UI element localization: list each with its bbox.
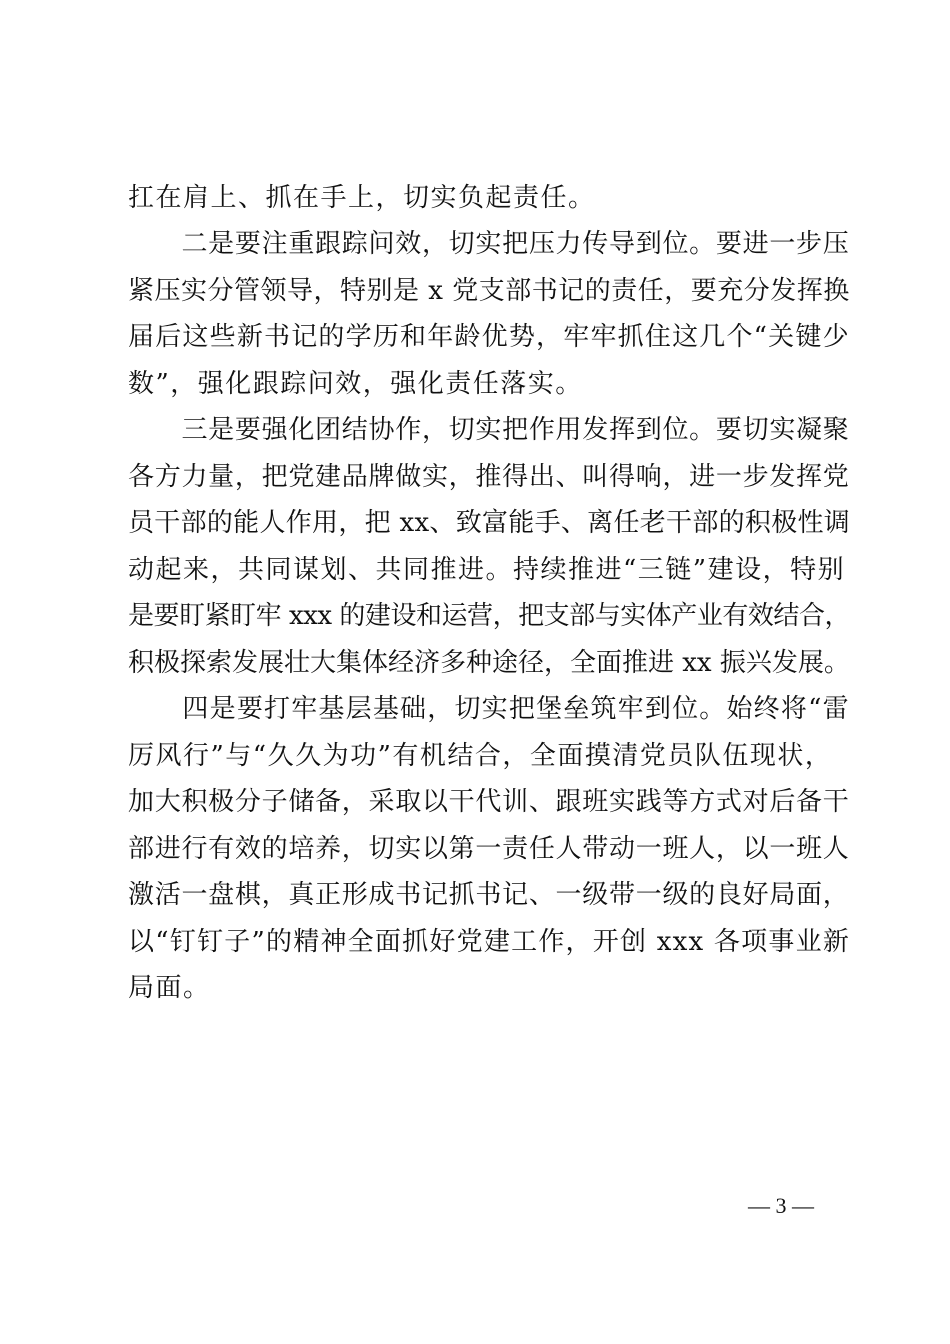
text-line-9: 动起来，共同谋划、共同推进。持续推进“三链”建设，特别 [128, 555, 846, 585]
text-line-18: 局面。 [128, 973, 211, 1003]
text-line-1: 扛在肩上、抓在手上，切实负起责任。 [128, 183, 596, 213]
text-line-7: 各方力量，把党建品牌做实，推得出、叫得响，进一步发挥党 [128, 462, 850, 492]
text-line-17: 以“钉钉子”的精神全面抓好党建工作，开创 xxx 各项事业新 [128, 927, 851, 957]
page-number: — 3 — [748, 1193, 814, 1218]
text-line-11: 积极探索发展壮大集体经济多种途径，全面推进 xx 振兴发展。 [128, 648, 850, 678]
text-line-5: 数”，强化跟踪问效，强化责任落实。 [128, 369, 583, 399]
text-line-15: 部进行有效的培养，切实以第一责任人带动一班人，以一班人 [128, 834, 850, 864]
text-line-10: 是要盯紧盯牢 xxx 的建设和运营，把支部与实体产业有效结合， [128, 601, 851, 631]
text-line-13: 厉风行”与“久久为功”有机结合，全面摸清党员队伍现状， [128, 741, 833, 771]
text-line-16: 激活一盘棋，真正形成书记抓书记、一级带一级的良好局面， [128, 880, 850, 910]
text-line-3: 紧压实分管领导，特别是 x 党支部书记的责任，要充分发挥换 [128, 276, 850, 306]
text-line-6: 三是要强化团结协作，切实把作用发挥到位。要切实凝聚 [128, 415, 850, 445]
text-line-8: 员干部的能人作用，把 xx、致富能手、离任老干部的积极性调 [128, 508, 851, 538]
text-line-2: 二是要注重跟踪问效，切实把压力传导到位。要进一步压 [128, 229, 850, 259]
text-line-14: 加大积极分子储备，采取以干代训、跟班实践等方式对后备干 [128, 787, 850, 817]
text-line-12: 四是要打牢基层基础，切实把堡垒筑牢到位。始终将“雷 [128, 694, 850, 724]
text-line-4: 届后这些新书记的学历和年龄优势，牢牢抓住这几个“关键少 [128, 322, 850, 352]
